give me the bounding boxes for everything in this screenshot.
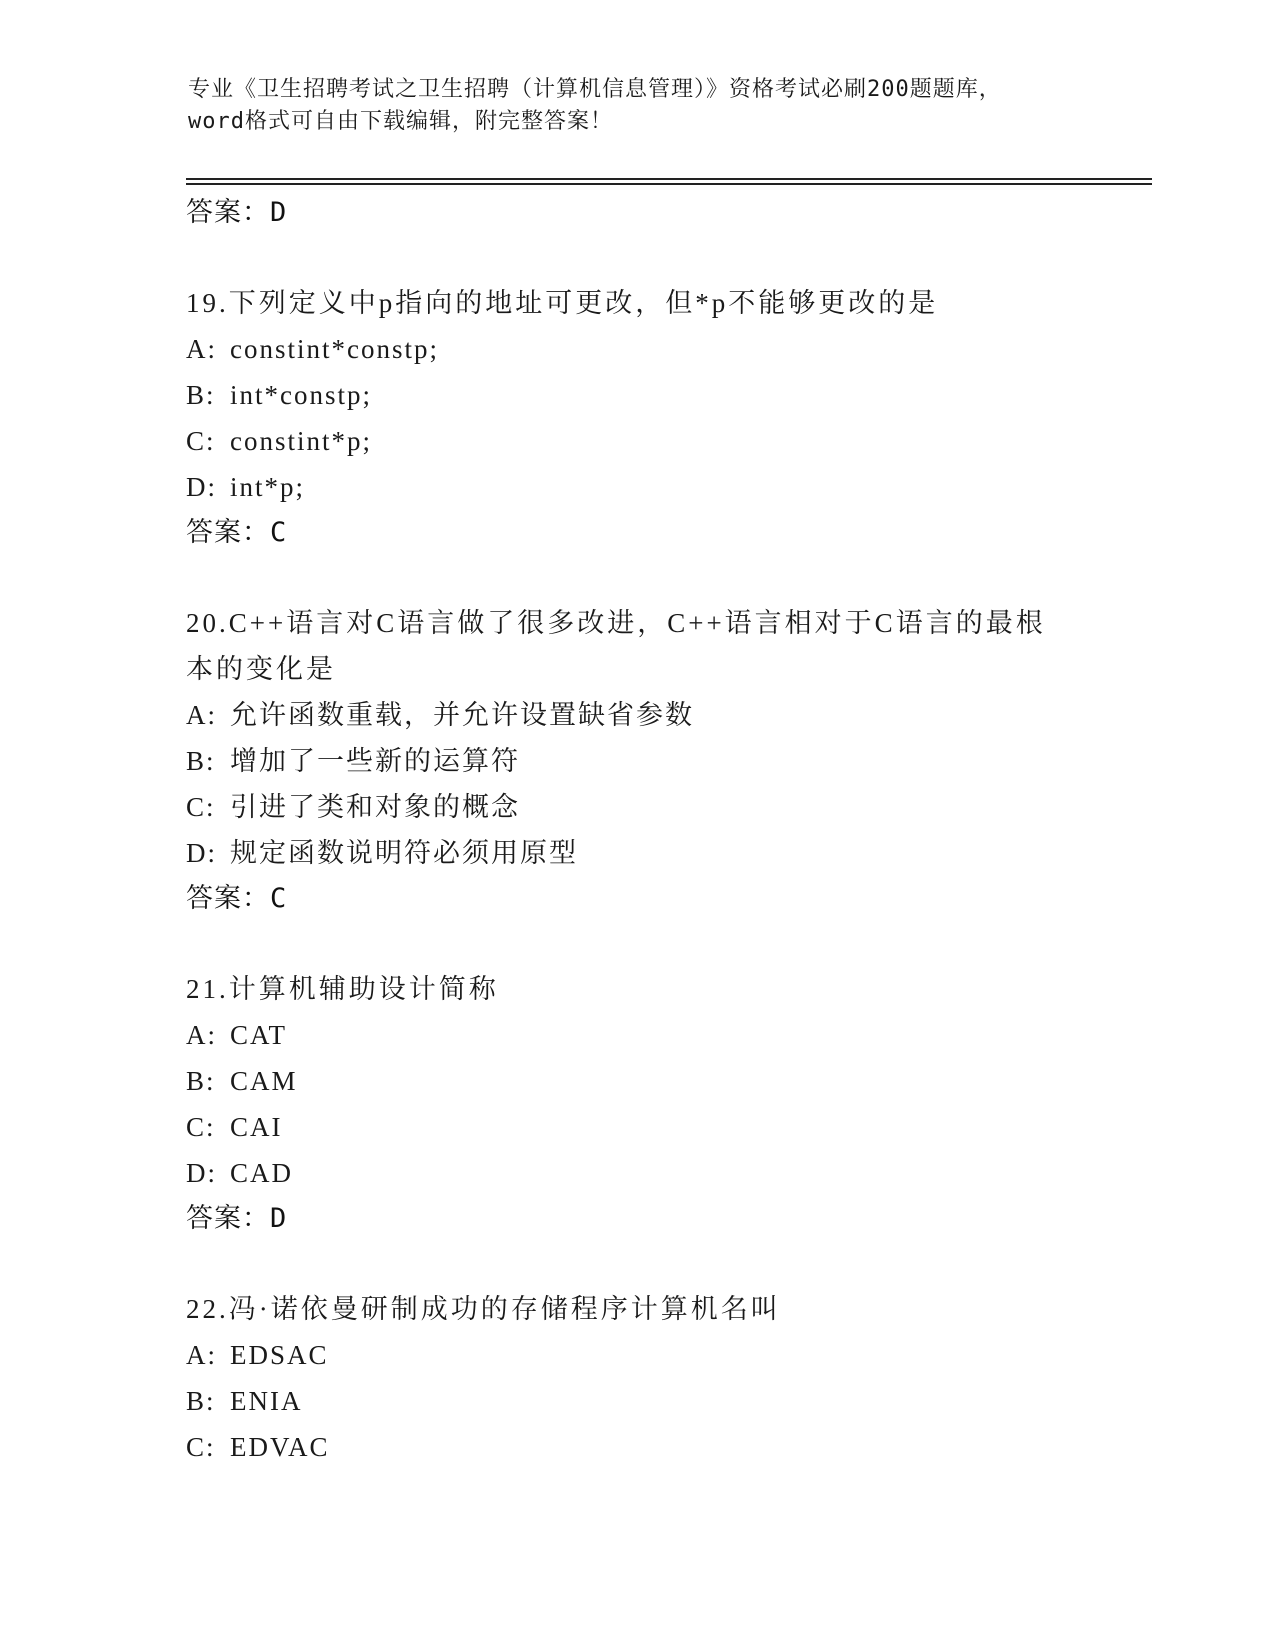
answer-value: D <box>270 1203 288 1234</box>
option-text: constint*constp; <box>230 334 439 364</box>
option-letter: A: <box>186 1340 217 1370</box>
header-line-1: 专业《卫生招聘考试之卫生招聘（计算机信息管理）》资格考试必刷200题题库， <box>188 77 1002 102</box>
question-stem: 21.计算机辅助设计简称 <box>186 974 499 1004</box>
option-b <box>186 1058 1146 1104</box>
question-block <box>186 966 1146 1242</box>
answer-line <box>186 1196 1146 1242</box>
option-letter: C: <box>186 792 216 822</box>
header-divider-bottom <box>186 183 1152 185</box>
option-letter: C: <box>186 1112 216 1142</box>
answer-line <box>186 876 1146 922</box>
option-a <box>186 1332 1146 1378</box>
option-letter: D: <box>186 1158 217 1188</box>
answer-label: 答案： <box>186 883 270 914</box>
option-b <box>186 738 1146 784</box>
answer-label: 答案： <box>186 517 270 548</box>
option-letter: A: <box>186 1020 217 1050</box>
question-block <box>186 280 1146 556</box>
option-letter: A: <box>186 334 217 364</box>
option-b <box>186 372 1146 418</box>
option-text: CAI <box>230 1112 283 1142</box>
option-letter: B: <box>186 1386 216 1416</box>
option-letter: B: <box>186 380 216 410</box>
question-stem: 19.下列定义中p指向的地址可更改，但*p不能够更改的是 <box>186 288 939 318</box>
option-a <box>186 692 1146 738</box>
option-text: int*p; <box>230 472 306 502</box>
option-text: EDSAC <box>230 1340 329 1370</box>
document-header <box>188 74 1088 138</box>
answer-value: C <box>270 883 288 914</box>
option-text: 规定函数说明符必须用原型 <box>230 838 578 868</box>
answer-value: D <box>270 197 288 228</box>
option-text: CAM <box>230 1066 298 1096</box>
header-line-2: word格式可自由下载编辑，附完整答案！ <box>188 109 613 134</box>
option-d <box>186 464 1146 510</box>
option-letter: C: <box>186 1432 216 1462</box>
answer-value: C <box>270 517 288 548</box>
question-stem: 22.冯·诺依曼研制成功的存储程序计算机名叫 <box>186 1294 781 1324</box>
answer-label: 答案： <box>186 1203 270 1234</box>
option-letter: D: <box>186 838 217 868</box>
option-letter: C: <box>186 426 216 456</box>
option-text: int*constp; <box>230 380 372 410</box>
option-text: 允许函数重载，并允许设置缺省参数 <box>230 700 694 730</box>
option-a <box>186 1012 1146 1058</box>
option-text: EDVAC <box>230 1432 330 1462</box>
option-d <box>186 830 1146 876</box>
question-block <box>186 600 1146 922</box>
answer-line <box>186 190 1146 236</box>
answer-line <box>186 510 1146 556</box>
option-c <box>186 1104 1146 1150</box>
option-text: constint*p; <box>230 426 372 456</box>
option-b <box>186 1378 1146 1424</box>
option-letter: B: <box>186 746 216 776</box>
answer-label: 答案： <box>186 197 270 228</box>
question-content <box>186 190 1146 1470</box>
option-letter: D: <box>186 472 217 502</box>
header-divider-top <box>186 178 1152 180</box>
option-d <box>186 1150 1146 1196</box>
question-stem: 20.C++语言对C语言做了很多改进，C++语言相对于C语言的最根本的变化是 <box>186 608 1046 684</box>
option-text: CAT <box>230 1020 288 1050</box>
question-block <box>186 1286 1146 1470</box>
option-c <box>186 418 1146 464</box>
option-text: ENIA <box>230 1386 303 1416</box>
option-letter: B: <box>186 1066 216 1096</box>
option-c <box>186 1424 1146 1470</box>
option-text: 引进了类和对象的概念 <box>230 792 520 822</box>
option-text: 增加了一些新的运算符 <box>230 746 520 776</box>
option-text: CAD <box>230 1158 294 1188</box>
option-a <box>186 326 1146 372</box>
option-letter: A: <box>186 700 217 730</box>
option-c <box>186 784 1146 830</box>
